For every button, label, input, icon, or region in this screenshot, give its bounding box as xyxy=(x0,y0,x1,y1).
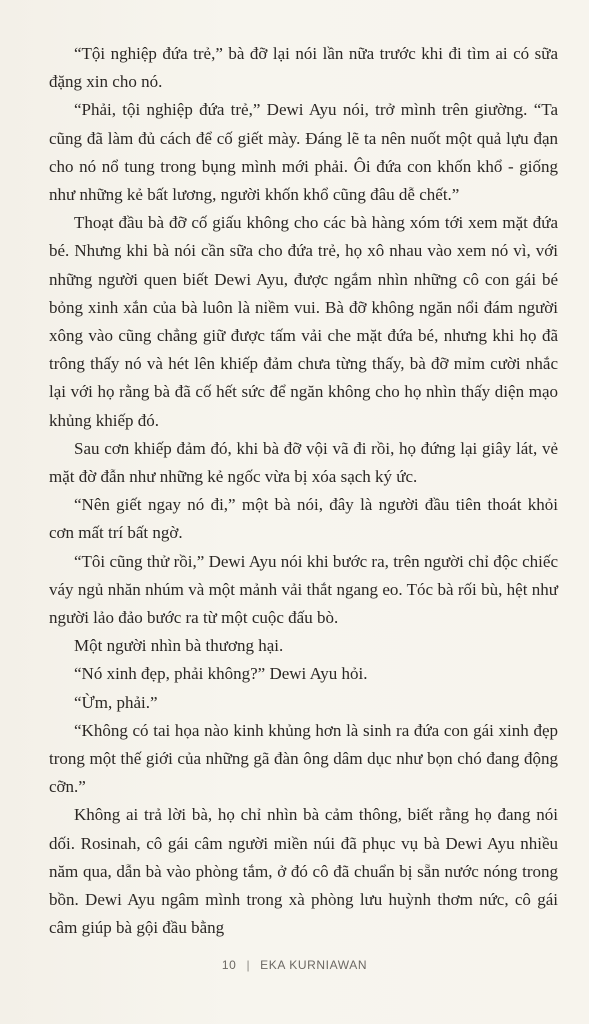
paragraph: “Nên giết ngay nó đi,” một bà nói, đây là người đầu tiên thoát khỏi cơn mất trí bất ngờ. xyxy=(49,495,558,543)
paragraph: “Tôi cũng thử rồi,” Dewi Ayu nói khi bước ra, trên người chỉ độc chiếc váy ngủ nhăn nhúm và một mảnh vải thắt ngang eo. Tóc bà rối bù, hệt như người lảo đảo bước ra từ một cuộc đấu bò. xyxy=(49,551,558,628)
paragraph: “Ừm, phải.” xyxy=(74,692,158,712)
paragraph: “Tội nghiệp đứa trẻ,” bà đỡ lại nói lần nữa trước khi đi tìm ai có sữa đặng xin cho nó. xyxy=(49,44,558,92)
paragraph: “Phải, tội nghiệp đứa trẻ,” Dewi Ayu nói, trở mình trên giường. “Ta cũng đã làm đủ cách để cố giết mày. Đáng lẽ ta nên nuốt một quả lựu đạn cho nó nổ tung trong bụng mình mới phải. Ôi đứa con khốn khổ - giống như những kẻ bất lương, người khốn khổ cũng đâu dễ chết.” xyxy=(49,100,558,205)
body-text xyxy=(49,40,558,943)
paragraph: Một người nhìn bà thương hại. xyxy=(74,636,284,656)
paragraph: Không ai trả lời bà, họ chỉ nhìn bà cảm thông, biết rằng họ đang nói dối. Rosinah, cô gái câm người miền núi đã phục vụ bà Dewi Ayu nhiều năm qua, dẫn bà vào phòng tắm, ở đó cô đã chuẩn bị sẵn nước nóng trong bồn. Dewi Ayu ngâm mình trong xà phòng lưu huỳnh thơm nức, cô gái câm giúp bà gội đầu bằng xyxy=(49,805,558,938)
paragraph: Sau cơn khiếp đảm đó, khi bà đỡ vội vã đi rồi, họ đứng lại giây lát, vẻ mặt đờ đẫn như những kẻ ngốc vừa bị xóa sạch ký ức. xyxy=(49,438,558,487)
paragraph: Thoạt đầu bà đỡ cố giấu không cho các bà hàng xóm tới xem mặt đứa bé. Nhưng khi bà nói cần sữa cho đứa trẻ, họ xô nhau vào xem nó vì, với những người quen biết Dewi Ayu, được ngắm nhìn những cô con gái bé bỏng xinh xắn của bà luôn là niềm vui. Bà đỡ không ngăn nổi đám người xông vào cũng chẳng giữ được tấm vải che mặt đứa bé, nhưng khi họ đã trông thấy nó và hét lên khiếp đảm chưa từng thấy, bà đỡ mỉm cười nhắc lại với họ rằng bà đã cố hết sức để ngăn không cho họ nhìn thấy diện mạo khủng khiếp đó. xyxy=(49,213,558,430)
page-footer xyxy=(0,958,589,972)
paragraph: “Không có tai họa nào kinh khủng hơn là sinh ra đứa con gái xinh đẹp trong một thế giới của những gã đàn ông dâm dục như bọn chó đang động cỡn.” xyxy=(49,720,558,797)
author-name: EKA KURNIAWAN xyxy=(260,958,368,972)
footer-separator: | xyxy=(246,958,251,972)
paragraph: “Nó xinh đẹp, phải không?” Dewi Ayu hỏi. xyxy=(74,664,368,684)
page-number: 10 xyxy=(221,958,237,972)
